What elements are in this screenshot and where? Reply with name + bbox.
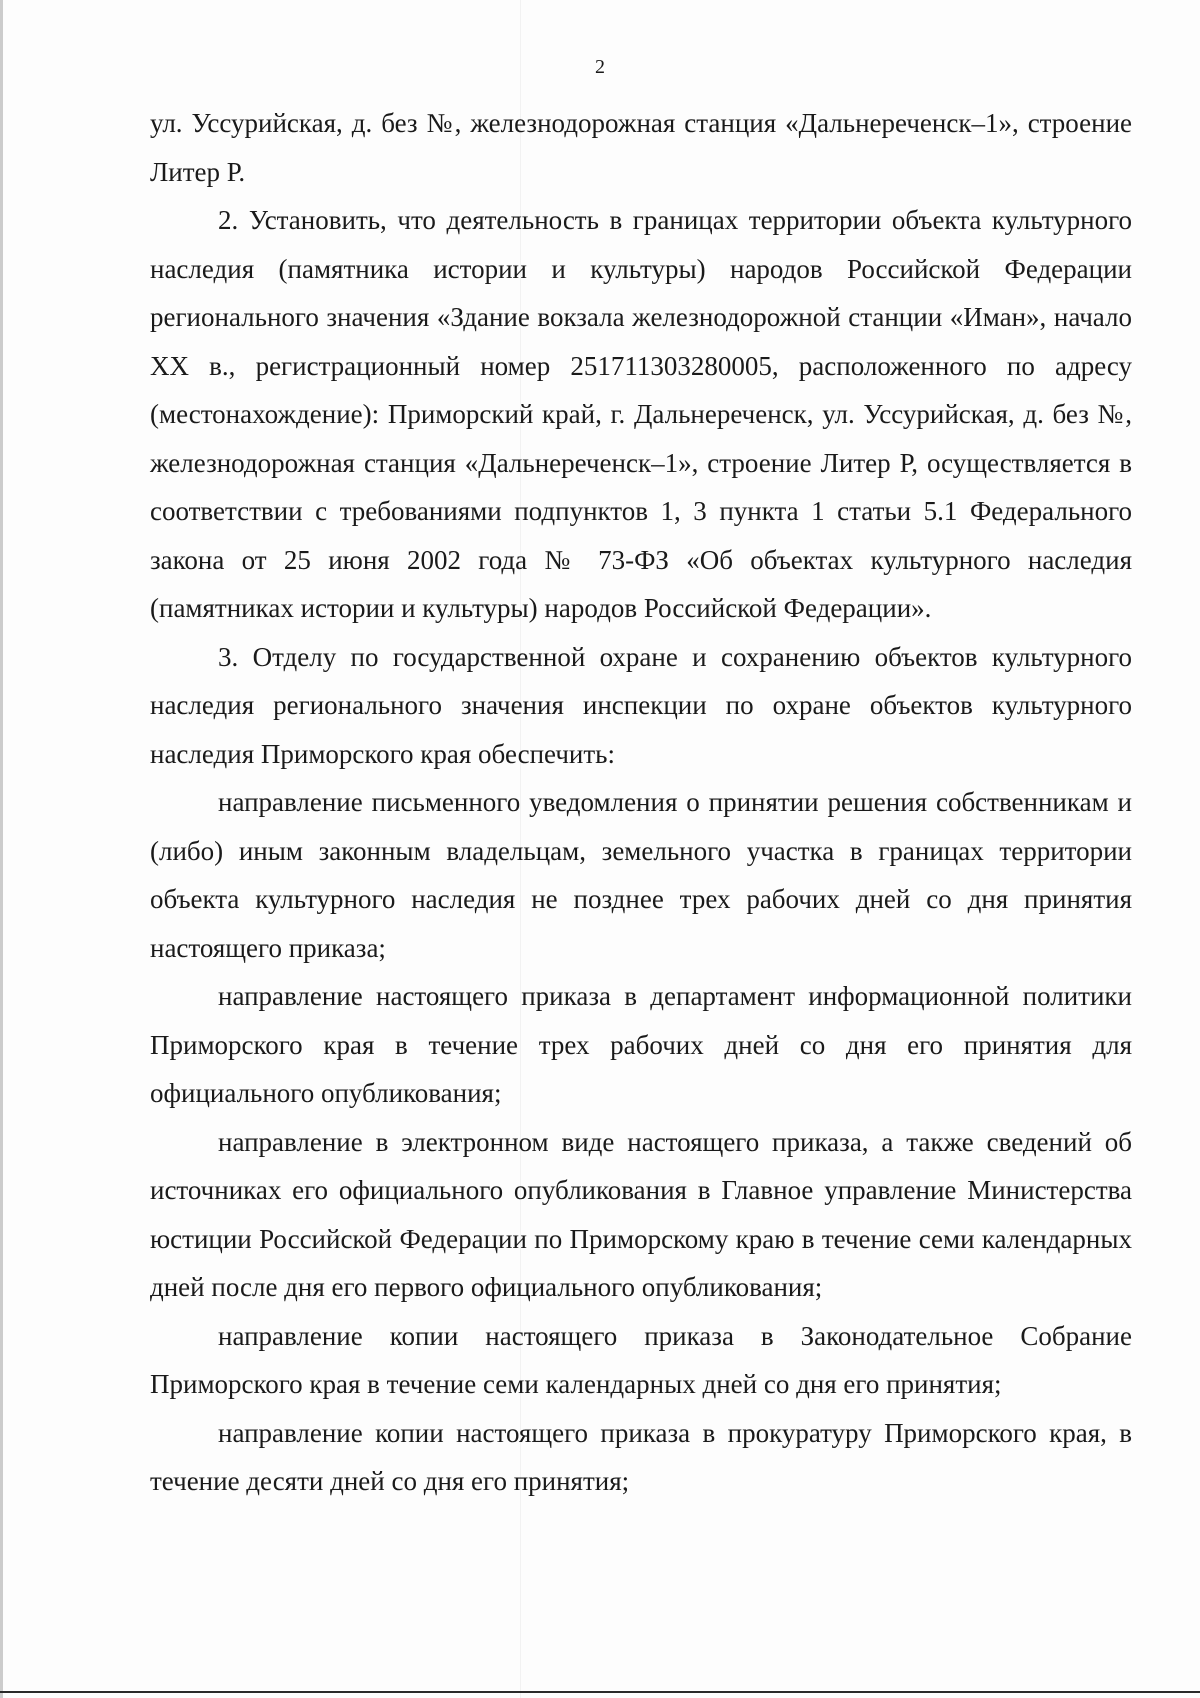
paragraph-ministry-justice: направление в электронном виде настоящего приказа, а также сведений об источниках его официального опубликования в Главное управление Министерства юстиции Российской Федерации по Приморскому краю в течение семи календарных дней после дня его первого официального опубликования; xyxy=(150,1126,1132,1302)
scan-bottom-edge xyxy=(0,1691,1200,1693)
paragraph-item-2: 2. Установить, что деятельность в границах территории объекта культурного наследия (памятника истории и культуры) народов Российской Федерации регионального значения «Здание вокзала железнодорожной станции «Иман», начало XX в., регистрационный номер 251711303280005, расположенного по адресу (местонахождение): Приморский край, г. Дальнереченск, ул. Уссурийская, д. без №, железнодорожная станция «Дальнереченск–1», строение Литер Р, осуществляется в соответствии с требованиями подпунктов 1, 3 пункта 1 статьи 5.1 Федерального закона от 25 июня 2002 года № 73-ФЗ «Об объектах культурного наследия (памятниках истории и культуры) народов Российской Федерации». xyxy=(150,205,1132,623)
page-number: 2 xyxy=(595,56,605,78)
paragraph-notice-owners: направление письменного уведомления о принятии решения собственникам и (либо) иным законным владельцам, земельного участка в границах территории объекта культурного наследия не позднее трех рабочих дней со дня принятия настоящего приказа; xyxy=(150,787,1132,963)
paragraph-address-continuation: ул. Уссурийская, д. без №, железнодорожная станция «Дальнереченск–1», строение Литер Р. xyxy=(150,108,1132,187)
scan-left-edge xyxy=(0,0,3,1698)
paragraph-info-policy: направление настоящего приказа в департамент информационной политики Приморского края в течение трех рабочих дней со дня его принятия для официального опубликования; xyxy=(150,981,1132,1108)
paragraph-prosecutor: направление копии настоящего приказа в прокуратуру Приморского края, в течение десяти дней со дня его принятия; xyxy=(150,1417,1132,1496)
paragraph-legislative-assembly: направление копии настоящего приказа в Законодательное Собрание Приморского края в течение семи календарных дней со дня его принятия; xyxy=(150,1320,1132,1399)
document-body xyxy=(150,99,1132,1506)
paragraph-item-3: 3. Отделу по государственной охране и сохранению объектов культурного наследия регионального значения инспекции по охране объектов культурного наследия Приморского края обеспечить: xyxy=(150,641,1132,769)
